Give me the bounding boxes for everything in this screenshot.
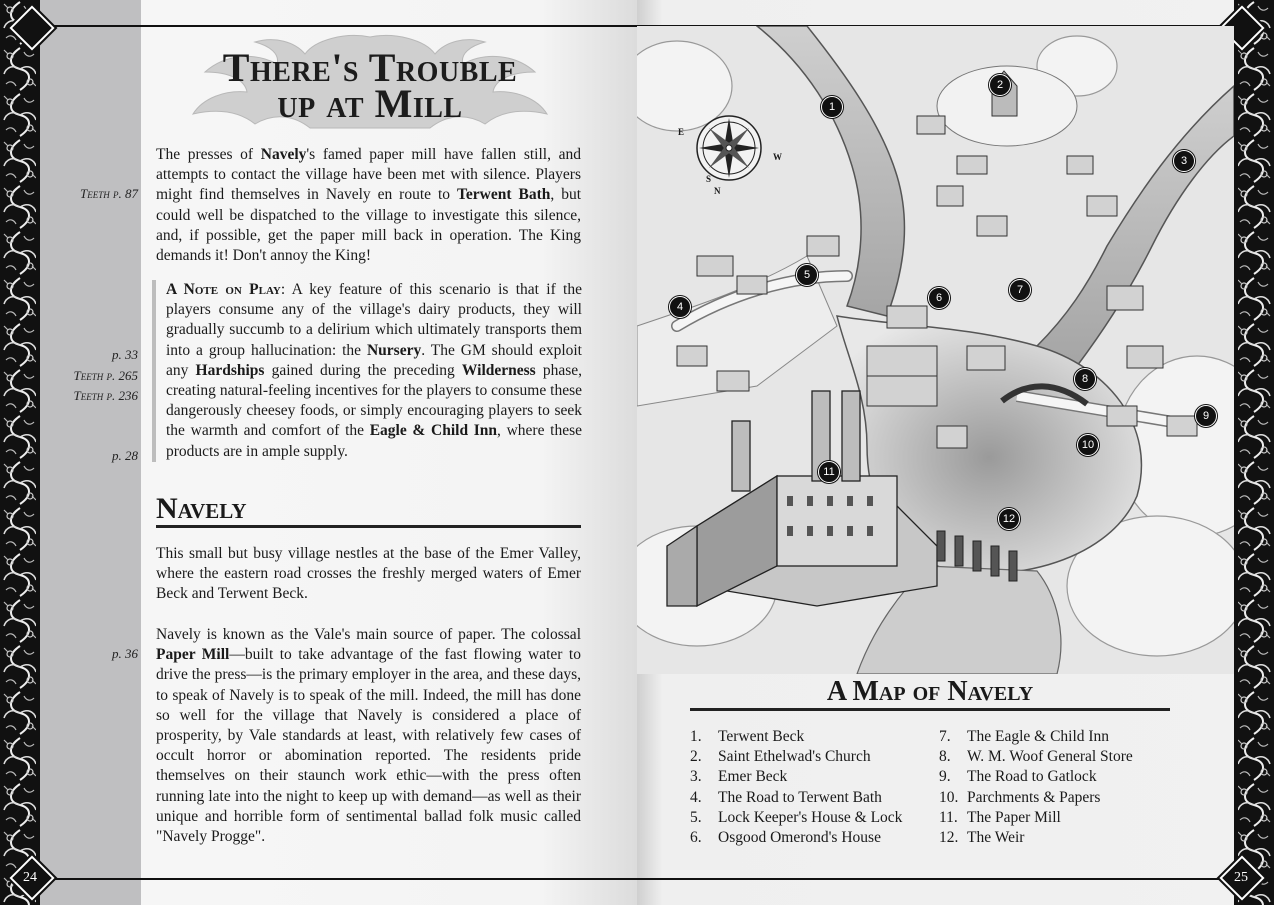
note-label: A Note on Play [166, 281, 281, 298]
note-bold-eagle-child-inn: Eagle & Child Inn [369, 422, 498, 440]
legend-item [690, 767, 902, 787]
legend-num: 2. [690, 748, 702, 766]
intro-paragraph [156, 145, 581, 266]
legend-num: 10. [939, 788, 959, 806]
note-text-4: phase, creating natural-feeling incentives for the players to consume these dangerously cheesey foods, or simply encouraging players to seek the warmth and comfort of the [166, 361, 582, 440]
para2-bold-paper-mill: Paper Mill [156, 646, 230, 664]
navely-map-illustration [637, 26, 1234, 674]
note-text-3: gained during the preceding [264, 361, 462, 379]
compass-e: E [678, 127, 685, 137]
legend-label: The Eagle & Child Inn [967, 728, 1110, 745]
section-heading-navely: Navely [156, 493, 581, 528]
intro-bold-terwent-bath: Terwent Bath [457, 186, 551, 204]
compass-s: S [706, 174, 712, 184]
legend-label: Emer Beck [718, 768, 788, 786]
page-number-right: 25 [1234, 870, 1248, 885]
map-legend-column-2 [939, 727, 1133, 848]
legend-num: 1. [690, 728, 702, 745]
intro-text-3: , but could well be dispatched to the village to investigate this silence, and, if possible, get the paper mill back in operation. The King demands it! Don't annoy the King! [156, 186, 581, 265]
note-bold-wilderness: Wilderness [461, 361, 536, 379]
legend-item [939, 788, 1133, 808]
side-ref-p36: p. 36 [112, 646, 138, 661]
legend-label: The Road to Terwent Bath [718, 788, 882, 806]
left-ornate-border [0, 0, 40, 905]
chapter-title-block [185, 32, 555, 137]
map-title: A Map of Navely [690, 676, 1170, 711]
legend-item [690, 808, 902, 828]
note-text-2: . The GM should exploit any [166, 341, 582, 379]
legend-item [690, 747, 902, 767]
legend-num: 3. [690, 768, 702, 786]
map-marker-6[interactable]: 6 [928, 287, 950, 309]
map-marker-10[interactable]: 10 [1077, 434, 1099, 456]
note-bold-nursery: Nursery [366, 341, 422, 359]
legend-item [690, 788, 902, 808]
legend-num: 7. [939, 728, 951, 745]
legend-label: Osgood Omerond's House [718, 829, 881, 847]
legend-label: The Weir [967, 829, 1025, 847]
legend-item [690, 727, 902, 747]
side-ref-teeth-236: Teeth p. 236 [73, 388, 138, 403]
chapter-title [185, 45, 555, 126]
intro-bold-navely: Navely [260, 146, 307, 163]
note-bold-hardships: Hardships [195, 361, 265, 379]
map-marker-4[interactable]: 4 [669, 296, 691, 318]
frame-bottom-line [40, 878, 1234, 880]
note-paragraph [166, 280, 582, 462]
legend-label: Terwent Beck [718, 728, 805, 745]
map-marker-3[interactable]: 3 [1173, 150, 1195, 172]
title-line-2: up at Mill [277, 81, 463, 126]
legend-item [939, 828, 1133, 848]
map-marker-8[interactable]: 8 [1074, 368, 1096, 390]
para2-text-2: —built to take advantage of the fast flowing water to drive the press—is the primary employer in the area, and these days, to speak of Navely is to speak of the mill. Indeed, the mill has done so well for the village that Navely is considered a place of prosperity, by Vale standards at least, with relatively few cases of occult horror or abomination reported. The residents pride themselves on their staunch work ethic—with the press often running late into the night to keep up with demand—as well as their unique and horrible form of sentimental ballad folk music called "Navely Progge". [156, 646, 581, 846]
legend-num: 5. [690, 808, 702, 826]
side-ref-teeth-265: Teeth p. 265 [73, 368, 138, 383]
legend-num: 9. [939, 768, 951, 786]
page-number-left: 24 [23, 870, 37, 885]
navely-paragraph-2 [156, 625, 581, 847]
legend-label: Lock Keeper's House & Lock [718, 808, 903, 826]
map-marker-7[interactable]: 7 [1009, 279, 1031, 301]
map-legend-column-1 [690, 727, 902, 848]
legend-num: 6. [690, 829, 702, 847]
legend-item [939, 808, 1133, 828]
legend-item [939, 727, 1133, 747]
side-ref-p28: p. 28 [112, 448, 138, 463]
side-ref-teeth-87: Teeth p. 87 [80, 186, 138, 201]
note-on-play-block [152, 280, 582, 462]
map-marker-12[interactable]: 12 [998, 508, 1020, 530]
legend-label: Parchments & Papers [967, 788, 1101, 806]
compass-rose-icon [697, 116, 761, 180]
legend-label: The Paper Mill [967, 808, 1061, 826]
compass-n: N [714, 186, 721, 196]
legend-num: 8. [939, 748, 951, 766]
title-line-1: There's Trouble [222, 45, 518, 90]
intro-text-2: 's famed paper mill have fallen still, and attempts to contact the village have been met with silence. Players might find themselves in Navely en route to [156, 146, 581, 204]
map-marker-9[interactable]: 9 [1195, 405, 1217, 427]
intro-text-1: The presses of [156, 146, 261, 163]
map-marker-2[interactable]: 2 [989, 74, 1011, 96]
legend-item [939, 747, 1133, 767]
map-marker-1[interactable]: 1 [821, 96, 843, 118]
note-text-5: , where these products are in ample supply. [166, 422, 582, 460]
legend-label: Saint Ethelwad's Church [718, 748, 871, 766]
right-ornate-border [1234, 0, 1274, 905]
legend-num: 4. [690, 788, 702, 806]
note-text-1: : A key feature of this scenario is that if the players consume any of the village's dairy products, they will gradually succumb to a delirium which ultimately transports them into a group hallucination: the [166, 281, 582, 359]
legend-label: The Road to Gatlock [967, 768, 1097, 786]
legend-label: W. M. Woof General Store [967, 748, 1133, 766]
compass-w: W [773, 152, 782, 162]
map-drawing [637, 26, 1234, 674]
map-marker-11[interactable]: 11 [818, 461, 840, 483]
legend-item [690, 828, 902, 848]
navely-paragraph-1: This small but busy village nestles at the base of the Emer Valley, where the eastern road crosses the freshly merged waters of Emer Beck and Terwent Beck. [156, 545, 581, 603]
para2-text-1: Navely is known as the Vale's main source of paper. The colossal [156, 626, 581, 643]
map-marker-5[interactable]: 5 [796, 264, 818, 286]
side-ref-p33: p. 33 [112, 347, 138, 362]
legend-num: 11. [939, 808, 958, 826]
legend-num: 12. [939, 829, 959, 847]
legend-item [939, 767, 1133, 787]
